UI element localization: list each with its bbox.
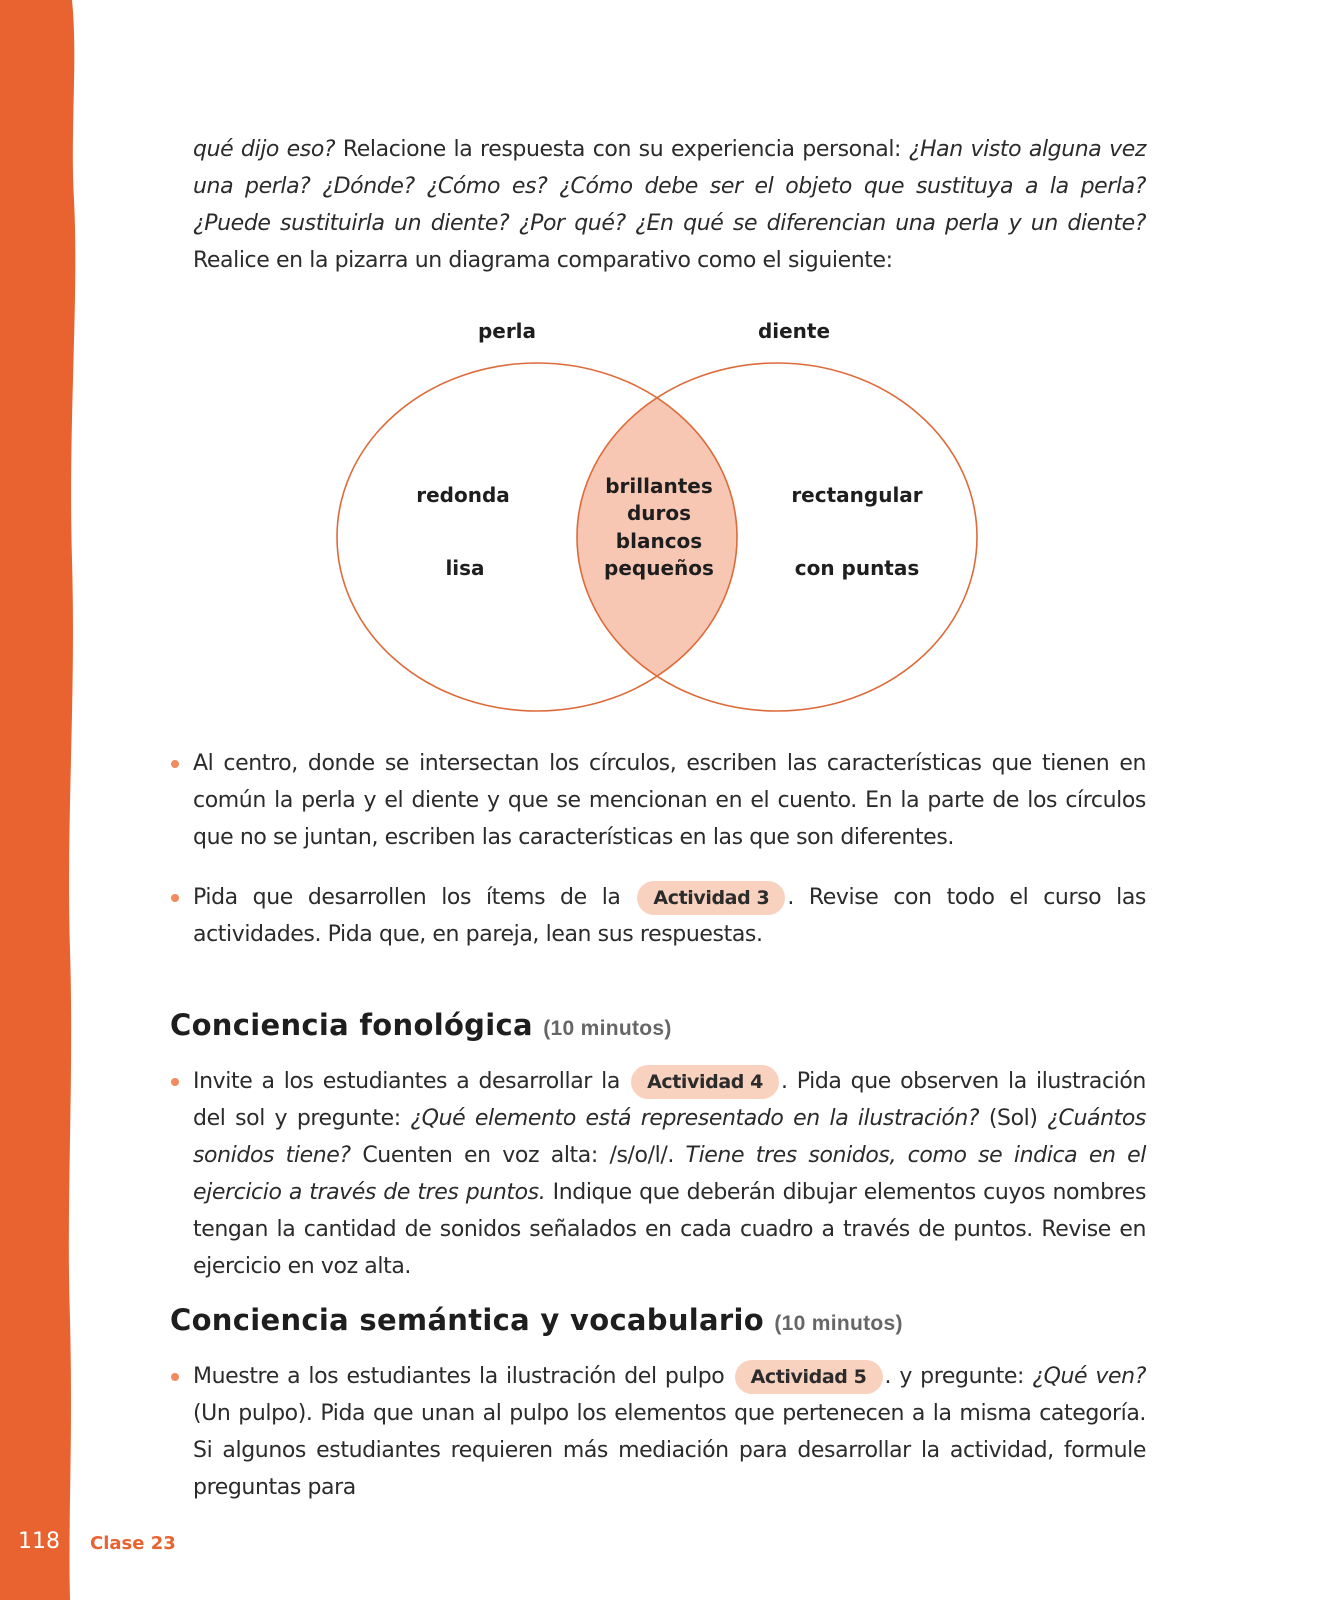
venn-middle-item: blancos bbox=[615, 529, 703, 553]
bullet-italic: ¿Qué ven? bbox=[1032, 1364, 1146, 1389]
venn-right-item: rectangular bbox=[791, 483, 923, 507]
class-label: Clase 23 bbox=[90, 1533, 176, 1554]
bullet-dot bbox=[171, 1078, 179, 1086]
bullet-italic: ¿Cuántos sonidos tiene? bbox=[193, 1106, 1146, 1168]
bullet-italic: Tiene tres sonidos, como se indica en el ejercicio a través de tres puntos. bbox=[193, 1143, 1146, 1205]
bullet-dot bbox=[171, 760, 179, 768]
bullet-italic: ¿Qué elemento está representado en la ilustración? bbox=[410, 1106, 980, 1131]
venn-right-title: diente bbox=[757, 319, 831, 343]
section-title-text: Conciencia semántica y vocabulario bbox=[170, 1303, 764, 1337]
bullet-dot bbox=[171, 894, 179, 902]
side-band-shape bbox=[0, 0, 75, 1600]
activity-5-tag: Actividad 5 bbox=[735, 1360, 883, 1394]
bullet-paragraph bbox=[193, 1063, 1146, 1285]
venn-left-item: lisa bbox=[445, 556, 485, 580]
bullet-paragraph: Al centro, donde se intersectan los círculos, escriben las características que tienen en común la perla y el diente y que se mencionan en el cuento. En la parte de los círculos que no se juntan, escriben las características en las que son diferentes. bbox=[193, 751, 1146, 850]
bullet-text: Pida que desarrollen los ítems de la bbox=[193, 885, 636, 910]
activity-4-tag: Actividad 4 bbox=[631, 1065, 779, 1099]
section-title-text: Conciencia fonológica bbox=[170, 1008, 533, 1042]
section-title-fonologica bbox=[170, 1008, 672, 1042]
bullet-text: Muestre a los estudiantes la ilustración del pulpo bbox=[193, 1364, 733, 1389]
bullet-text: (Un pulpo). Pida que unan al pulpo los elementos que pertenecen a la misma categoría. Si algunos estudiantes requieren más mediación para desarrollar la actividad, formule preguntas para bbox=[193, 1401, 1146, 1500]
venn-middle-item: duros bbox=[626, 501, 692, 525]
intro-paragraph bbox=[193, 131, 1146, 279]
intro-text-1: Relacione la respuesta con su experiencia personal: bbox=[335, 137, 909, 162]
activity-3-tag: Actividad 3 bbox=[637, 881, 785, 915]
side-band bbox=[0, 0, 110, 1600]
venn-left-item: redonda bbox=[416, 483, 510, 507]
bullet-text: . Pida que observen la ilustración del sol y pregunte: bbox=[193, 1069, 1146, 1131]
venn-middle-item: pequeños bbox=[604, 556, 714, 580]
bullet-text: . Revise con todo el curso las actividades. Pida que, en pareja, lean sus respuestas. bbox=[193, 885, 1146, 947]
bullet-dot bbox=[171, 1373, 179, 1381]
bullet-text: Invite a los estudiantes a desarrollar la bbox=[193, 1069, 630, 1094]
intro-italic-2: ¿Han visto alguna vez una perla? ¿Dónde? ¿Cómo es? ¿Cómo debe ser el objeto que sustituya a la perla? ¿Puede sustituirla un diente? ¿Por qué? ¿En qué se diferencian una perla y un diente? bbox=[193, 137, 1146, 236]
bullet-text: Cuenten en voz alta: /s/o/l/. bbox=[350, 1143, 686, 1168]
intro-text-2: Realice en la pizarra un diagrama comparativo como el siguiente: bbox=[193, 248, 893, 273]
section-minutes: (10 minutos) bbox=[774, 1312, 903, 1335]
bullet-text: Indique que deberán dibujar elementos cuyos nombres tengan la cantidad de sonidos señalados en cada cuadro a través de puntos. Revise en ejercicio en voz alta. bbox=[193, 1180, 1146, 1279]
section-title-semantica bbox=[170, 1303, 903, 1337]
intro-italic-1: qué dijo eso? bbox=[193, 137, 336, 162]
bullet-paragraph bbox=[193, 1358, 1146, 1506]
venn-right-item: con puntas bbox=[794, 556, 920, 580]
bullet-text: . y pregunte: bbox=[884, 1364, 1033, 1389]
bullet-text: (Sol) bbox=[979, 1106, 1048, 1131]
venn-left-title: perla bbox=[477, 319, 537, 343]
section-minutes: (10 minutos) bbox=[543, 1017, 672, 1040]
venn-middle-item: brillantes bbox=[605, 474, 713, 498]
bullet-paragraph bbox=[193, 879, 1146, 953]
venn-diagram bbox=[0, 300, 1339, 720]
page-number: 118 bbox=[18, 1529, 60, 1554]
